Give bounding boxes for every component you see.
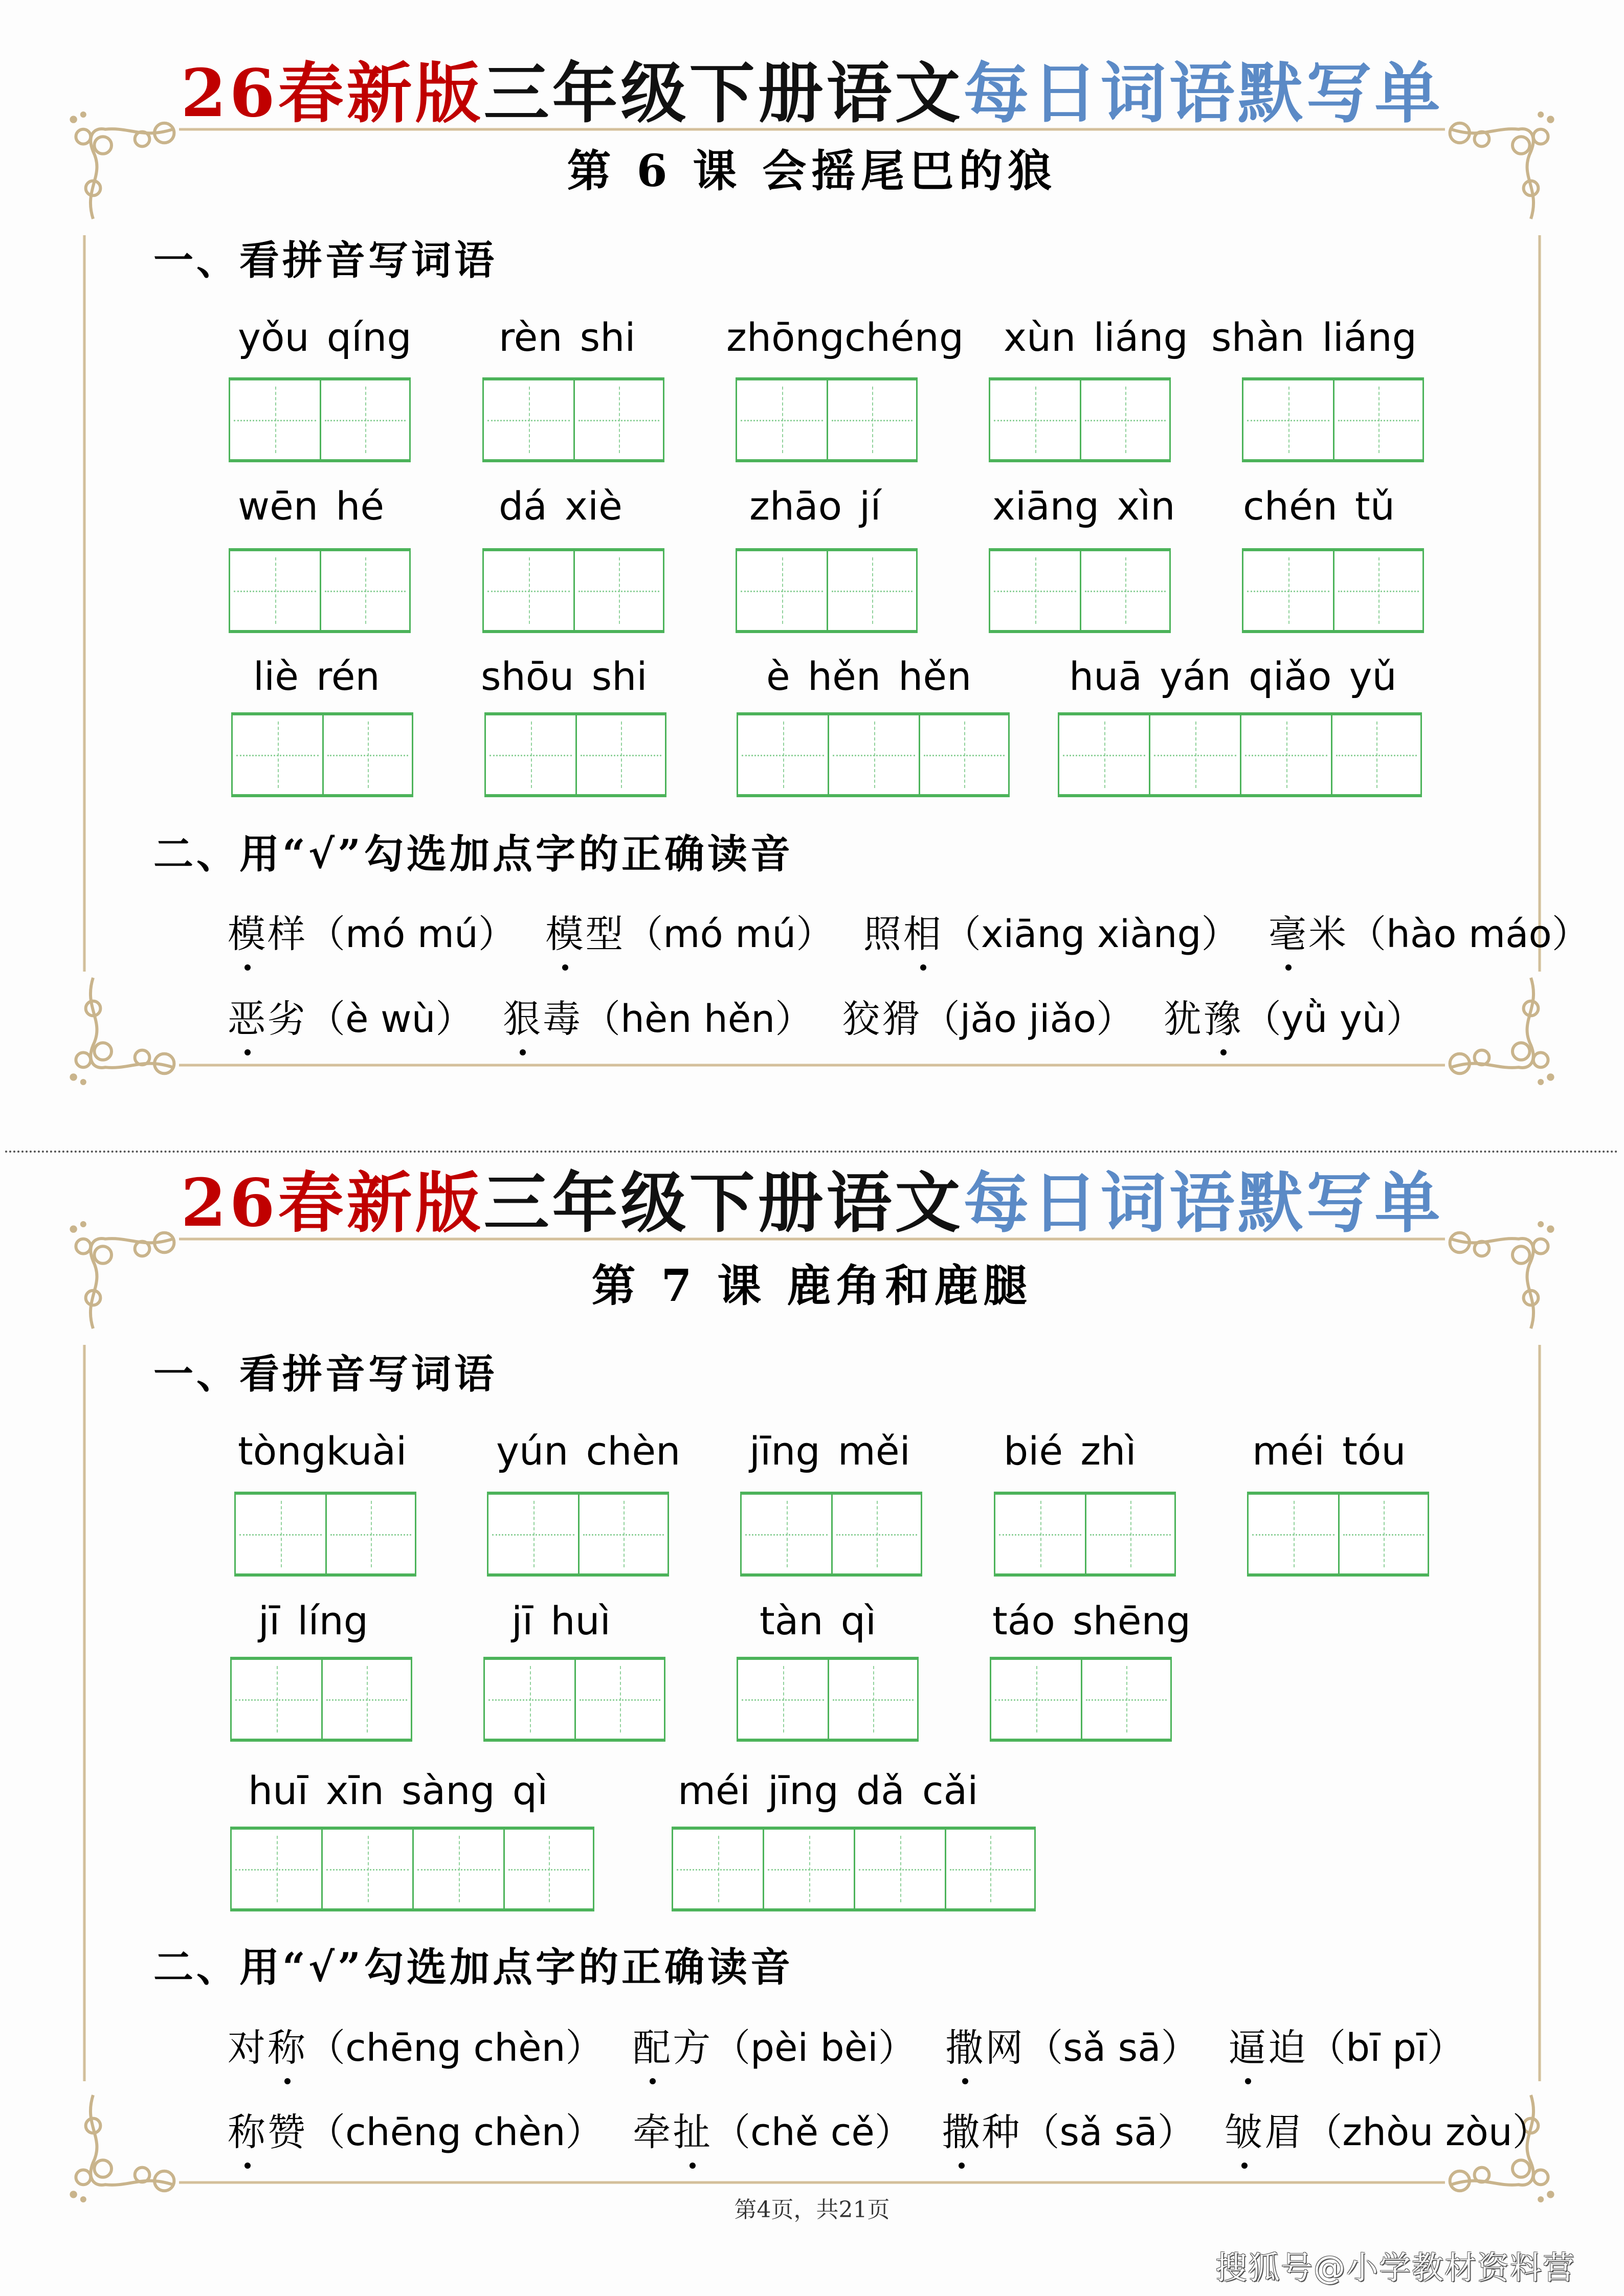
grid-cell[interactable] [482, 548, 573, 633]
writing-grid[interactable] [1242, 548, 1424, 633]
title-part-blue: 每日词语默写单 [963, 1165, 1443, 1242]
writing-grid[interactable] [736, 377, 918, 462]
frame-right-rule [1538, 235, 1541, 972]
title-part-black: 三年级下册语文 [483, 55, 964, 132]
dotted-char: 扯 [673, 2104, 713, 2160]
writing-grid[interactable] [672, 1827, 1036, 1911]
grid-cell[interactable] [230, 1827, 321, 1911]
writing-grid[interactable] [487, 1492, 669, 1577]
writing-grid[interactable] [234, 1492, 416, 1577]
grid-cell[interactable] [827, 548, 918, 633]
pinyin-options[interactable]: （sǎ sā） [1025, 2026, 1199, 2070]
dotted-char: 模 [228, 906, 268, 962]
grid-cell[interactable] [482, 377, 573, 462]
writing-grid[interactable] [989, 377, 1171, 462]
writing-grid[interactable] [737, 1657, 919, 1742]
pinyin-options[interactable]: （chēng chèn） [307, 2110, 604, 2154]
writing-grid[interactable] [483, 1657, 665, 1742]
choice-line [228, 2020, 1482, 2076]
pinyin-label: jī líng [258, 1598, 369, 1644]
grid-cell[interactable] [1085, 1492, 1176, 1577]
pinyin-label: liè rén [253, 654, 380, 699]
frame-bottom-rule [179, 1064, 1445, 1067]
page-number: 第4页，共21页 [734, 2197, 890, 2223]
grid-cell[interactable] [573, 548, 664, 633]
grid-cell[interactable] [737, 712, 828, 797]
grid-cell[interactable] [736, 548, 827, 633]
pronunciation-choice[interactable]: 逼迫（bī pī） [1228, 2020, 1465, 2076]
dotted-char: 毫 [1269, 906, 1308, 962]
pronunciation-choice[interactable]: 照相（xiāng xiàng） [863, 906, 1239, 962]
pinyin-options[interactable]: （è wù） [307, 997, 474, 1041]
pinyin-label: yǒu qíng [238, 314, 412, 360]
pinyin-label: chén tǔ [1243, 483, 1395, 529]
dotted-char: 撒 [945, 2020, 985, 2076]
pinyin-options[interactable]: （jǎo jiǎo） [922, 997, 1134, 1041]
dotted-char: 模 [545, 906, 585, 962]
grid-cell[interactable] [736, 377, 827, 462]
pronunciation-choice[interactable]: 狡猾（jǎo jiǎo） [842, 997, 1134, 1041]
dotted-char: 撒 [942, 2104, 982, 2160]
grid-cell[interactable] [1242, 548, 1333, 633]
pinyin-label: táo shēng [992, 1598, 1191, 1644]
pinyin-options[interactable]: （chě cě） [713, 2110, 913, 2154]
grid-cell[interactable] [854, 1827, 945, 1911]
writing-grid[interactable] [737, 712, 1010, 797]
pinyin-label: méi jīng dǎ cǎi [678, 1768, 978, 1813]
pinyin-label: méi tóu [1252, 1428, 1406, 1474]
pinyin-label: xùn liáng [1004, 314, 1188, 360]
title-part-black: 三年级下册语文 [483, 1165, 964, 1242]
grid-cell[interactable] [573, 377, 664, 462]
choice-line [228, 991, 1441, 1047]
pinyin-options[interactable]: （hào máo） [1348, 912, 1590, 956]
worksheet-title [0, 1165, 1624, 1242]
pinyin-options[interactable]: （xiāng xiàng） [943, 912, 1239, 956]
grid-cell[interactable] [412, 1827, 503, 1911]
corner-ornament-icon [56, 972, 179, 1094]
grid-cell[interactable] [574, 1657, 665, 1742]
frame-right-rule [1538, 1345, 1541, 2081]
grid-cell[interactable] [229, 377, 320, 462]
grid-cell[interactable] [990, 1657, 1081, 1742]
pinyin-label: zhōngchéng [726, 314, 964, 360]
dotted-char: 狠 [503, 991, 543, 1047]
dotted-char: 配 [633, 2020, 673, 2076]
pronunciation-choice[interactable]: 称赞（chēng chèn） [228, 2104, 604, 2160]
writing-grid[interactable] [230, 1657, 412, 1742]
title-part-red: 26春新版 [181, 55, 484, 132]
writing-grid[interactable] [1242, 377, 1424, 462]
writing-grid[interactable] [740, 1492, 922, 1577]
grid-cell[interactable] [1080, 377, 1171, 462]
pinyin-options[interactable]: （zhòu zòu） [1304, 2110, 1550, 2154]
grid-cell[interactable] [1058, 712, 1149, 797]
choice-line [228, 906, 1607, 962]
writing-grid[interactable] [1058, 712, 1422, 797]
grid-cell[interactable] [672, 1827, 763, 1911]
pinyin-label: zhāo jí [749, 483, 881, 529]
dotted-char: 豫 [1204, 991, 1243, 1047]
writing-grid[interactable] [484, 712, 666, 797]
dotted-char: 恶 [228, 991, 268, 1047]
pinyin-label: huī xīn sàng qì [248, 1768, 548, 1813]
pinyin-options[interactable]: （chēng chèn） [307, 2026, 604, 2070]
grid-cell[interactable] [320, 548, 411, 633]
grid-cell[interactable] [503, 1827, 594, 1911]
pinyin-label: jī huì [511, 1598, 611, 1644]
pinyin-options[interactable]: （mó mú） [625, 912, 834, 956]
pinyin-label: jīng měi [749, 1428, 910, 1474]
grid-cell[interactable] [919, 712, 1010, 797]
grid-cell[interactable] [1240, 712, 1331, 797]
grid-cell[interactable] [1333, 548, 1424, 633]
pinyin-label: yún chèn [496, 1428, 681, 1474]
section-heading-write-words: 一、看拼音写词语 [153, 237, 498, 284]
grid-cell[interactable] [740, 1492, 831, 1577]
grid-cell[interactable] [234, 1492, 325, 1577]
frame-left-rule [83, 235, 86, 972]
lesson-title: 第 7 课 鹿角和鹿腿 [591, 1260, 1033, 1312]
grid-cell[interactable] [322, 712, 413, 797]
pinyin-options[interactable]: （hèn hěn） [583, 997, 813, 1041]
pinyin-options[interactable]: （bī pī） [1308, 2026, 1465, 2070]
grid-cell[interactable] [230, 1657, 321, 1742]
grid-cell[interactable] [1149, 712, 1240, 797]
grid-cell[interactable] [989, 377, 1080, 462]
grid-cell[interactable] [321, 1827, 412, 1911]
writing-grid[interactable] [1247, 1492, 1429, 1577]
pronunciation-choice[interactable]: 模样（mó mú） [228, 906, 516, 962]
dotted-char: 称 [268, 2020, 307, 2076]
grid-cell[interactable] [325, 1492, 416, 1577]
grid-cell[interactable] [827, 377, 918, 462]
grid-cell[interactable] [1081, 1657, 1172, 1742]
grid-cell[interactable] [578, 1492, 669, 1577]
grid-cell[interactable] [575, 712, 666, 797]
pinyin-options[interactable]: （yǜ yù） [1243, 997, 1424, 1041]
pinyin-label: huā yán qiǎo yǔ [1069, 654, 1397, 699]
grid-cell[interactable] [1242, 377, 1333, 462]
title-part-blue: 每日词语默写单 [963, 55, 1443, 132]
pronunciation-choice[interactable]: 撒种（sǎ sā） [942, 2104, 1195, 2160]
section-heading-choose-reading: 二、用“√”勾选加点字的正确读音 [153, 1944, 793, 1991]
grid-cell[interactable] [945, 1827, 1036, 1911]
pinyin-label: dá xiè [499, 483, 622, 529]
section-heading-write-words: 一、看拼音写词语 [153, 1351, 498, 1398]
pronunciation-choice[interactable]: 模型（mó mú） [545, 906, 834, 962]
writing-grid[interactable] [989, 548, 1171, 633]
grid-cell[interactable] [994, 1492, 1085, 1577]
grid-cell[interactable] [828, 712, 919, 797]
grid-cell[interactable] [737, 1657, 828, 1742]
pronunciation-choice[interactable]: 撒网（sǎ sā） [945, 2020, 1198, 2076]
grid-cell[interactable] [1080, 548, 1171, 633]
writing-grid[interactable] [229, 548, 411, 633]
choice-line [228, 2104, 1568, 2160]
pinyin-label: è hěn hěn [766, 654, 972, 699]
section-heading-choose-reading: 二、用“√”勾选加点字的正确读音 [153, 831, 793, 877]
pronunciation-choice[interactable]: 皱眉（zhòu zòu） [1225, 2104, 1550, 2160]
writing-grid[interactable] [482, 377, 664, 462]
grid-cell[interactable] [484, 712, 575, 797]
grid-cell[interactable] [1331, 712, 1422, 797]
writing-grid[interactable] [229, 377, 411, 462]
frame-bottom-rule [179, 2181, 1445, 2184]
frame-left-rule [83, 1345, 86, 2081]
pronunciation-choice[interactable]: 恶劣（è wù） [228, 991, 473, 1047]
writing-grid[interactable] [482, 548, 664, 633]
pinyin-options[interactable]: （sǎ sā） [1021, 2110, 1195, 2154]
pronunciation-choice[interactable]: 犹豫（yǜ yù） [1164, 991, 1424, 1047]
grid-cell[interactable] [989, 548, 1080, 633]
watermark: 搜狐号@小学教材资料营 [1215, 2249, 1575, 2286]
writing-grid[interactable] [231, 712, 413, 797]
corner-ornament-icon [1445, 972, 1568, 1094]
pronunciation-choice[interactable]: 配方（pèi bèi） [633, 2020, 916, 2076]
pinyin-options[interactable]: （pèi bèi） [713, 2026, 916, 2070]
grid-cell[interactable] [831, 1492, 922, 1577]
grid-cell[interactable] [231, 712, 322, 797]
grid-cell[interactable] [1338, 1492, 1429, 1577]
grid-cell[interactable] [483, 1657, 574, 1742]
writing-grid[interactable] [990, 1657, 1172, 1742]
worksheet-title [0, 55, 1624, 132]
grid-cell[interactable] [763, 1827, 854, 1911]
pronunciation-choice[interactable]: 对称（chēng chèn） [228, 2020, 604, 2076]
grid-cell[interactable] [229, 548, 320, 633]
grid-cell[interactable] [1333, 377, 1424, 462]
writing-grid[interactable] [994, 1492, 1176, 1577]
pronunciation-choice[interactable]: 牵扯（chě cě） [633, 2104, 913, 2160]
pinyin-options[interactable]: （mó mú） [307, 912, 516, 956]
grid-cell[interactable] [1247, 1492, 1338, 1577]
grid-cell[interactable] [828, 1657, 919, 1742]
writing-grid[interactable] [736, 548, 918, 633]
title-part-red: 26春新版 [181, 1165, 484, 1242]
pronunciation-choice[interactable]: 毫米（hào máo） [1269, 906, 1590, 962]
dotted-char: 相 [903, 906, 943, 962]
grid-cell[interactable] [320, 377, 411, 462]
pinyin-label: xiāng xìn [992, 483, 1175, 529]
pinyin-label: tàn qì [760, 1598, 877, 1644]
pinyin-label: wēn hé [238, 483, 385, 529]
page-divider [5, 1151, 1619, 1153]
writing-grid[interactable] [230, 1827, 594, 1911]
grid-cell[interactable] [487, 1492, 578, 1577]
pinyin-label: tòngkuài [238, 1428, 407, 1474]
dotted-char: 逼 [1228, 2020, 1268, 2076]
lesson-title: 第 6 课 会摇尾巴的狼 [567, 145, 1057, 197]
pinyin-label: bié zhì [1004, 1428, 1137, 1474]
pinyin-label: shōu shi [481, 654, 648, 699]
dotted-char: 称 [228, 2104, 268, 2160]
pronunciation-choice[interactable]: 狠毒（hèn hěn） [503, 991, 813, 1047]
pinyin-label: rèn shi [499, 314, 636, 360]
pinyin-label: shàn liáng [1211, 314, 1417, 360]
dotted-char: 皱 [1225, 2104, 1264, 2160]
grid-cell[interactable] [321, 1657, 412, 1742]
